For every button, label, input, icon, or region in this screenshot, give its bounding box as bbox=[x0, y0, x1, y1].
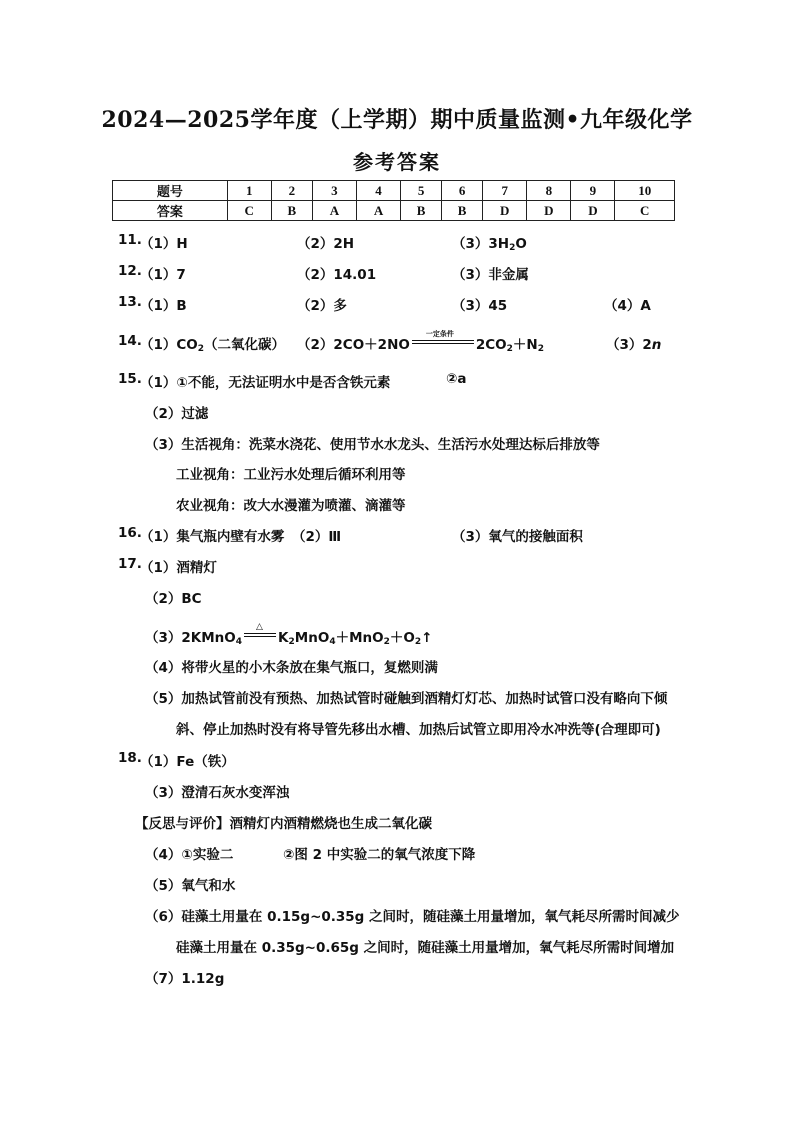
table-cell: 9 bbox=[571, 181, 615, 201]
answer-text: ②a bbox=[446, 371, 467, 387]
table-cell: 2 bbox=[271, 181, 312, 201]
question-number: 16. bbox=[118, 525, 142, 541]
page-subtitle: 参考答案 bbox=[353, 150, 441, 174]
answer-text: （1）集气瓶内壁有水雾 bbox=[140, 529, 285, 545]
equation-part: K bbox=[278, 630, 289, 646]
page-title: 2024—2025学年度（上学期）期中质量监测•九年级化学 bbox=[101, 107, 693, 133]
formula-subscript: 2 bbox=[383, 637, 390, 647]
answer-text: （1）①不能，无法证明水中是否含铁元素 bbox=[140, 375, 391, 391]
equation-part: ＋N bbox=[512, 337, 538, 353]
question-number: 15. bbox=[118, 371, 142, 387]
formula-answer bbox=[140, 333, 285, 354]
equation-answer bbox=[297, 330, 544, 354]
answer-text: （7）1.12g bbox=[145, 971, 225, 987]
table-cell: B bbox=[271, 201, 312, 221]
answer-text: （1）Fe（铁） bbox=[140, 754, 235, 770]
answer-text: （3）非金属 bbox=[452, 267, 529, 283]
answer-text: （4）A bbox=[604, 298, 651, 314]
answer-text: （1）酒精灯 bbox=[140, 560, 217, 576]
table-cell: 10 bbox=[615, 181, 675, 201]
table-cell: D bbox=[483, 201, 527, 221]
table-cell: 5 bbox=[401, 181, 442, 201]
formula-part: O bbox=[515, 236, 527, 252]
table-cell: A bbox=[312, 201, 356, 221]
answer-text: （2）14.01 bbox=[297, 267, 377, 283]
table-cell: B bbox=[442, 201, 483, 221]
equation-part: （2）2CO＋2NO bbox=[297, 337, 410, 353]
answer-text: 斜、停止加热时没有将导管先移出水槽、加热后试管立即用冷水冲洗等(合理即可) bbox=[176, 722, 661, 738]
answer-text: 硅藻土用量在 0.35g~0.65g 之间时，随硅藻土用量增加，氧气耗尽所需时间增加 bbox=[176, 940, 675, 956]
table-cell: A bbox=[356, 201, 400, 221]
question-number: 11. bbox=[118, 232, 142, 248]
question-number: 18. bbox=[118, 750, 142, 766]
heat-symbol: △ bbox=[256, 622, 263, 632]
table-cell: 8 bbox=[527, 181, 571, 201]
equation-answer bbox=[145, 622, 433, 647]
answer-part: （3）2 bbox=[606, 337, 652, 353]
answer-text: （2）过滤 bbox=[145, 406, 209, 422]
equation-part: ↑ bbox=[421, 630, 433, 646]
answer-text: 工业视角：工业污水处理后循环利用等 bbox=[176, 467, 406, 483]
answer-text: （2）Ⅲ bbox=[292, 529, 342, 545]
equals-sign bbox=[244, 633, 276, 637]
reaction-condition-arrow bbox=[244, 622, 276, 637]
table-cell: 4 bbox=[356, 181, 400, 201]
answer-text: ②图 2 中实验二的氧气浓度下降 bbox=[283, 847, 476, 863]
answer-text: （4）①实验二 bbox=[145, 847, 234, 863]
variable: n bbox=[651, 337, 662, 353]
answer-text: （3）氧气的接触面积 bbox=[452, 529, 583, 545]
answer-text: 农业视角：改大水漫灌为喷灌、滴灌等 bbox=[176, 498, 406, 514]
answer-text: （3）生活视角：洗菜水浇花、使用节水水龙头、生活污水处理达标后排放等 bbox=[145, 437, 600, 453]
formula-subscript: 2 bbox=[509, 243, 516, 253]
table-cell: 7 bbox=[483, 181, 527, 201]
table-cell: 3 bbox=[312, 181, 356, 201]
answer-text: （4）将带火星的小木条放在集气瓶口，复燃则满 bbox=[145, 660, 438, 676]
answer-text: （2）2H bbox=[297, 236, 355, 252]
equals-sign bbox=[412, 340, 474, 344]
answer-text: （5）氧气和水 bbox=[145, 878, 236, 894]
formula-part: （3）3H bbox=[452, 236, 510, 252]
answer-text: 【反思与评价】酒精灯内酒精燃烧也生成二氧化碳 bbox=[135, 816, 432, 832]
formula-answer bbox=[452, 232, 527, 253]
table-row-numbers bbox=[113, 181, 675, 201]
answer-table bbox=[112, 180, 675, 221]
table-header-cell: 答案 bbox=[113, 201, 228, 221]
table-cell: D bbox=[571, 201, 615, 221]
equation-part: ＋MnO bbox=[335, 630, 384, 646]
answer-text: （6）硅藻土用量在 0.15g~0.35g 之间时，随硅藻土用量增加，氧气耗尽所需时间减少 bbox=[145, 909, 680, 925]
question-number: 14. bbox=[118, 333, 142, 349]
table-header-cell: 题号 bbox=[113, 181, 228, 201]
answer-text: （3）澄清石灰水变浑浊 bbox=[145, 785, 290, 801]
table-cell: C bbox=[615, 201, 675, 221]
answer-text: （1）H bbox=[140, 236, 188, 252]
table-cell: 1 bbox=[227, 181, 271, 201]
formula-part: （1）CO bbox=[140, 337, 198, 353]
answer-text: （5）加热试管前没有预热、加热试管时碰触到酒精灯灯芯、加热时试管口没有略向下倾 bbox=[145, 691, 668, 707]
table-cell: B bbox=[401, 201, 442, 221]
answer-text bbox=[606, 333, 661, 353]
reaction-condition: 一定条件 bbox=[425, 330, 454, 338]
equation-part: （3）2KMnO bbox=[145, 630, 236, 646]
question-number: 12. bbox=[118, 263, 142, 279]
formula-subscript: 2 bbox=[537, 344, 544, 354]
formula-subscript: 2 bbox=[414, 637, 422, 647]
table-cell: C bbox=[227, 201, 271, 221]
formula-subscript: 4 bbox=[235, 637, 243, 647]
formula-subscript: 2 bbox=[197, 344, 205, 354]
equation-part: ＋O bbox=[389, 630, 415, 646]
equation-part: 2CO bbox=[475, 337, 507, 353]
answer-text: （3）45 bbox=[452, 298, 508, 314]
answer-text: （2）BC bbox=[145, 591, 202, 607]
formula-subscript: 2 bbox=[506, 344, 513, 354]
answer-text: （1）7 bbox=[140, 267, 186, 283]
question-number: 13. bbox=[118, 294, 142, 310]
reaction-condition-arrow bbox=[412, 330, 474, 344]
equation-part: MnO bbox=[294, 630, 330, 646]
answer-text: （2）多 bbox=[297, 298, 347, 314]
formula-subscript: 2 bbox=[288, 637, 295, 647]
table-cell: D bbox=[527, 201, 571, 221]
formula-part: （二氧化碳） bbox=[204, 337, 286, 353]
answer-text: （1）B bbox=[140, 298, 187, 314]
table-row-answers bbox=[113, 201, 675, 221]
formula-subscript: 4 bbox=[329, 637, 336, 647]
question-number: 17. bbox=[118, 556, 142, 572]
table-cell: 6 bbox=[442, 181, 483, 201]
